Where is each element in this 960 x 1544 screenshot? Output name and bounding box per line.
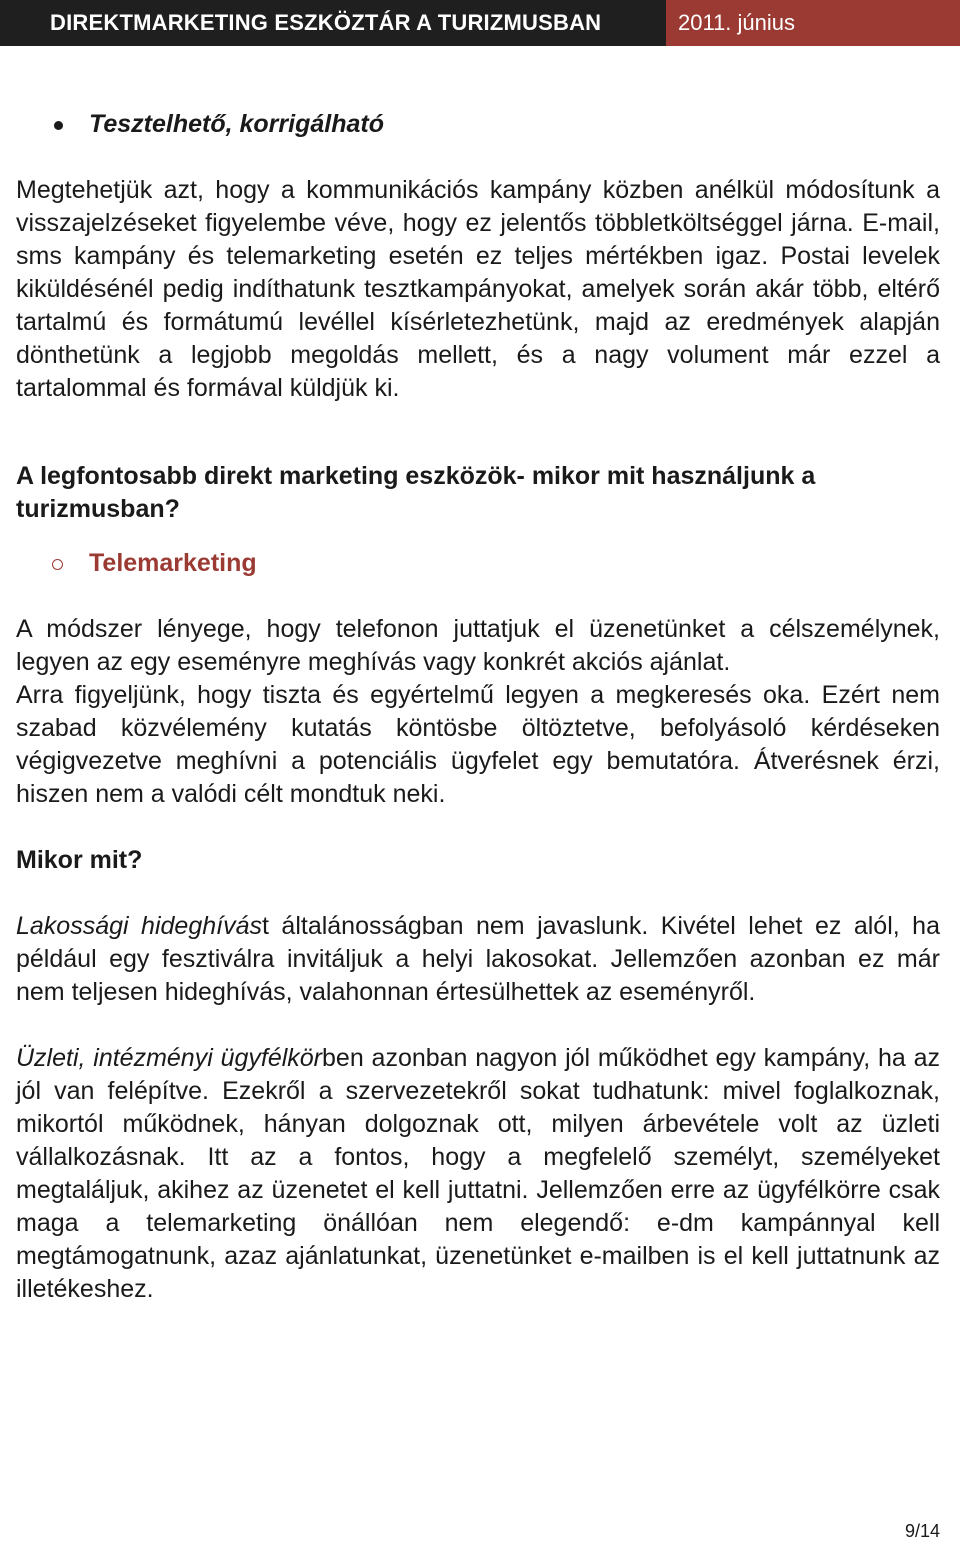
page-number: 9/14 bbox=[904, 1521, 940, 1541]
bullet-item-testable bbox=[16, 108, 940, 141]
paragraph-uzleti bbox=[16, 1042, 940, 1306]
paragraph-clarity: Arra figyeljünk, hogy tiszta és egyértelmű legyen a megkeresés oka. Ezért nem szabad közvélemény kutatás köntösbe öltöztetve, befolyásoló kérdéseken végigvezetve meghívni a potenciális ügyfelet egy bemutatóra. Átverésnek érzi, hiszen nem a valódi célt mondtuk neki. bbox=[16, 681, 940, 808]
document-date: 2011. június bbox=[666, 0, 960, 46]
document-title: DIREKTMARKETING ESZKÖZTÁR A TURIZMUSBAN bbox=[0, 0, 666, 46]
bullet-icon bbox=[52, 559, 63, 570]
bullet-label: Telemarketing bbox=[89, 549, 257, 577]
page-header bbox=[0, 0, 960, 46]
paragraph-lakossagi bbox=[16, 910, 940, 1009]
paragraph-testable: Megtehetjük azt, hogy a kommunikációs kampány közben anélkül módosítunk a visszajelzéseket figyelembe véve, hogy ez jelentős többletköltséggel járna. E-mail, sms kampány és telemarketing esetén ez teljes mértékben igaz. Postai levelek kiküldésénél pedig indíthatunk tesztkampányokat, amelyek során akár több, eltérő tartalmú és formátumú levéllel kísérletezhetünk, majd az eredmények alapján dönthetünk a legjobb megoldás mellett, és a nagy volument már ezzel a tartalommal és formával küldjük ki. bbox=[16, 176, 940, 402]
subheading-mikor-mit: Mikor mit? bbox=[16, 846, 143, 874]
emphasis-text: Lakossági hideghívás bbox=[16, 912, 262, 940]
paragraph-text: t általánosságban nem javaslunk. Kivétel lehet ez alól, ha például egy fesztiválra invitáljuk a helyi lakosokat. Jellemzően azonban ez már nem teljesen hideghívás, valahonnan értesülhettek az eseményről. bbox=[16, 912, 940, 1006]
bullet-icon bbox=[54, 121, 63, 130]
bullet-label: Tesztelhető, korrigálható bbox=[89, 110, 384, 138]
section-heading: A legfontosabb direkt marketing eszközök- mikor mit használjunk a turizmusban? bbox=[16, 462, 816, 523]
page-content bbox=[16, 108, 940, 1306]
bullet-item-telemarketing bbox=[16, 547, 940, 580]
paragraph-text: ben azonban nagyon jól működhet egy kampány, ha az jól van felépítve. Ezekről a szervezetekről sokat tudhatunk: mivel foglalkoznak, mikortól működnek, hányan dolgoznak ott, milyen árbevétele volt az üzleti vállalkozásnak. Itt az a fontos, hogy a megfelelő személyt, személyeket megtaláljuk, akihez az üzenetet el kell juttatni. Jellemzően erre az ügyfélkörre csak maga a telemarketing önállóan nem elegendő: e-dm kampánnyal kell megtámogatnunk, azaz ajánlatunkat, üzenetünket e-mailben is el kell juttatnunk az illetékeshez. bbox=[16, 1044, 940, 1303]
paragraph-method: A módszer lényege, hogy telefonon juttatjuk el üzenetünket a célszemélynek, legyen az egy eseményre meghívás vagy konkrét akciós ajánlat. bbox=[16, 615, 940, 676]
emphasis-text: Üzleti, intézményi ügyfélkör bbox=[16, 1044, 323, 1072]
